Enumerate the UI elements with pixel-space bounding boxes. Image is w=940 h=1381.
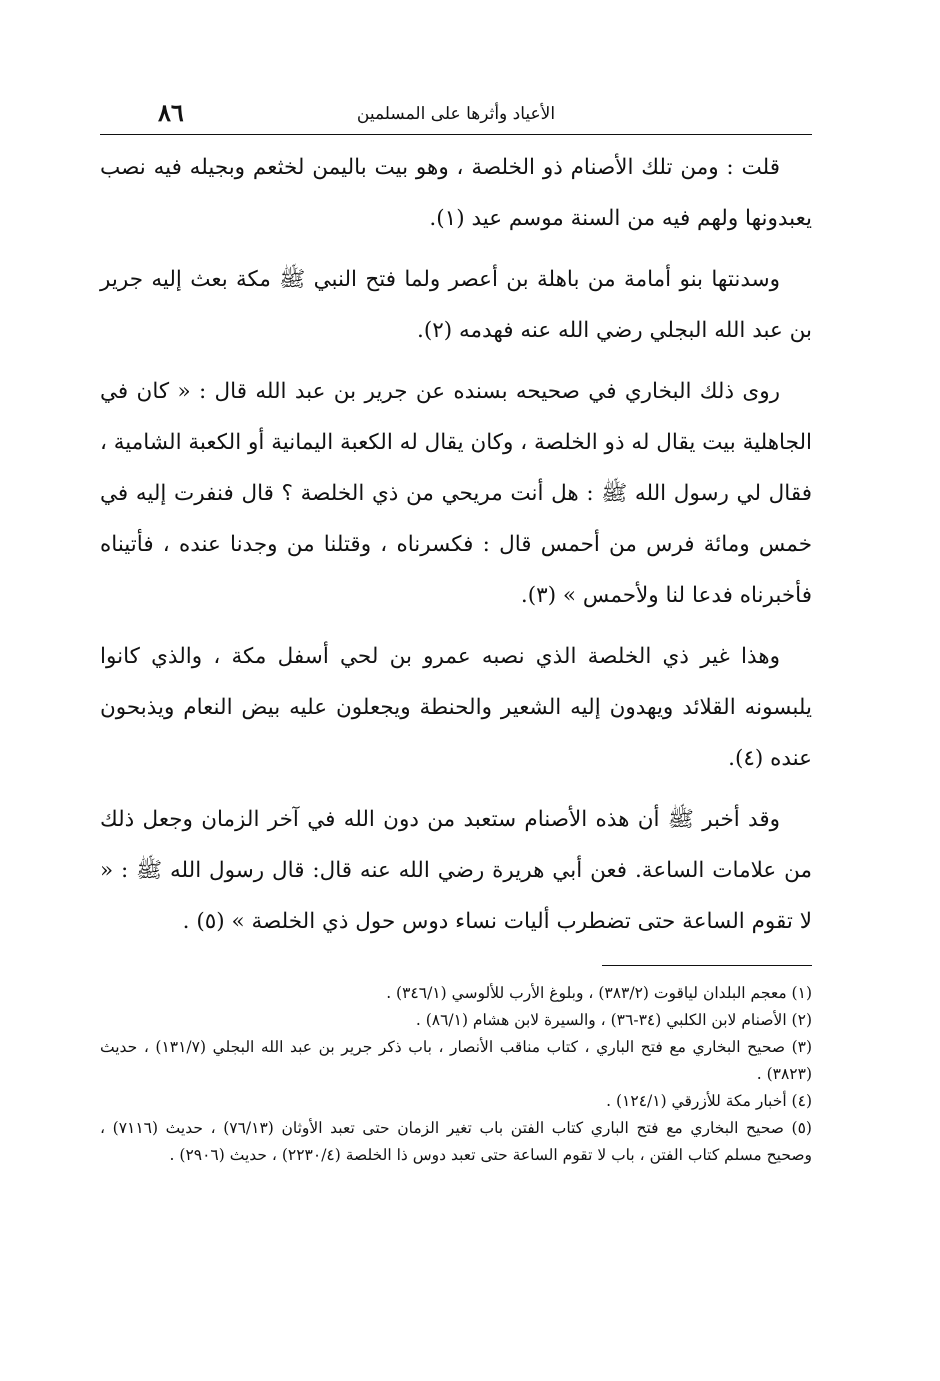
page-number: ٨٦ (158, 98, 184, 127)
paragraph-2: وسدنتها بنو أمامة من باهلة بن أعصر ولما فتح النبي ﷺ مكة بعث إليه جرير بن عبد الله البجلي رضي الله عنه فهدمه (٢). (100, 267, 812, 343)
footnote-3: (٣) صحيح البخاري مع فتح الباري ، كتاب مناقب الأنصار ، باب ذكر جرير بن عبد الله البجلي (١٣١/٧) ، حديث (٣٨٢٣) . (100, 1038, 813, 1083)
paragraph-5: وقد أخبر ﷺ أن هذه الأصنام ستعبد من دون الله في آخر الزمان وجعل ذلك من علامات الساعة. فعن أبي هريرة رضي الله عنه قال: قال رسول الله ﷺ : « لا تقوم الساعة حتى تضطرب أليات نساء دوس حول ذي الخلصة » (٥) . (100, 807, 812, 934)
paragraph-4: وهذا غير ذي الخلصة الذي نصبه عمرو بن لحي أسفل مكة ، والذي كانوا يلبسونه القلائد ويهدون إليه الشعير والحنطة ويجعلون عليه بيض النعام ويذبحون عنده (٤). (100, 644, 812, 771)
running-title: الأعياد وأثرها على المسلمين (356, 104, 556, 124)
footnote-2: (٢) الأصنام لابن الكلبي (٣٤-٣٦) ، والسيرة لابن هشام (٨٦/١) . (415, 1011, 812, 1029)
main-text (100, 142, 812, 957)
footnote-5: (٥) صحيح البخاري مع فتح الباري كتاب الفتن باب تغير الزمان حتى تعبد الأوثان (٧٦/١٣) ، حديث (٧١١٦) ، وصحيح مسلم كتاب الفتن ، باب لا تقوم الساعة حتى تعبد دوس ذا الخلصة (٢٢٣٠/٤) ، حديث (٢٩٠٦) . (100, 1119, 812, 1164)
running-header (100, 98, 812, 135)
paragraph-1: قلت : ومن تلك الأصنام ذو الخلصة ، وهو بيت باليمن لخثعم وبجيله فيه نصب يعبدونها ولهم فيه من السنة موسم عيد (١). (100, 155, 812, 231)
paragraph-3: روى ذلك البخاري في صحيحه بسنده عن جرير بن عبد الله قال : « كان في الجاهلية بيت يقال له ذو الخلصة ، وكان يقال له الكعبة اليمانية أو الكعبة الشامية ، فقال لي رسول الله ﷺ : هل أنت مريحي من ذي الخلصة ؟ قال فنفرت إليه في خمس ومائة فرس من أحمس قال : فكسرناه ، وقتلنا من وجدنا عنده ، فأتيناه فأخبرناه فدعا لنا ولأحمس » (٣). (100, 379, 812, 608)
footnote-separator (602, 965, 812, 966)
footnote-4: (٤) أخبار مكة للأزرقي (١٢٤/١) . (606, 1092, 812, 1110)
footnotes (100, 980, 812, 1169)
footnote-1: (١) معجم البلدان لياقوت (٣٨٣/٢) ، وبلوغ الأرب للألوسي (٣٤٦/١) . (386, 984, 812, 1002)
